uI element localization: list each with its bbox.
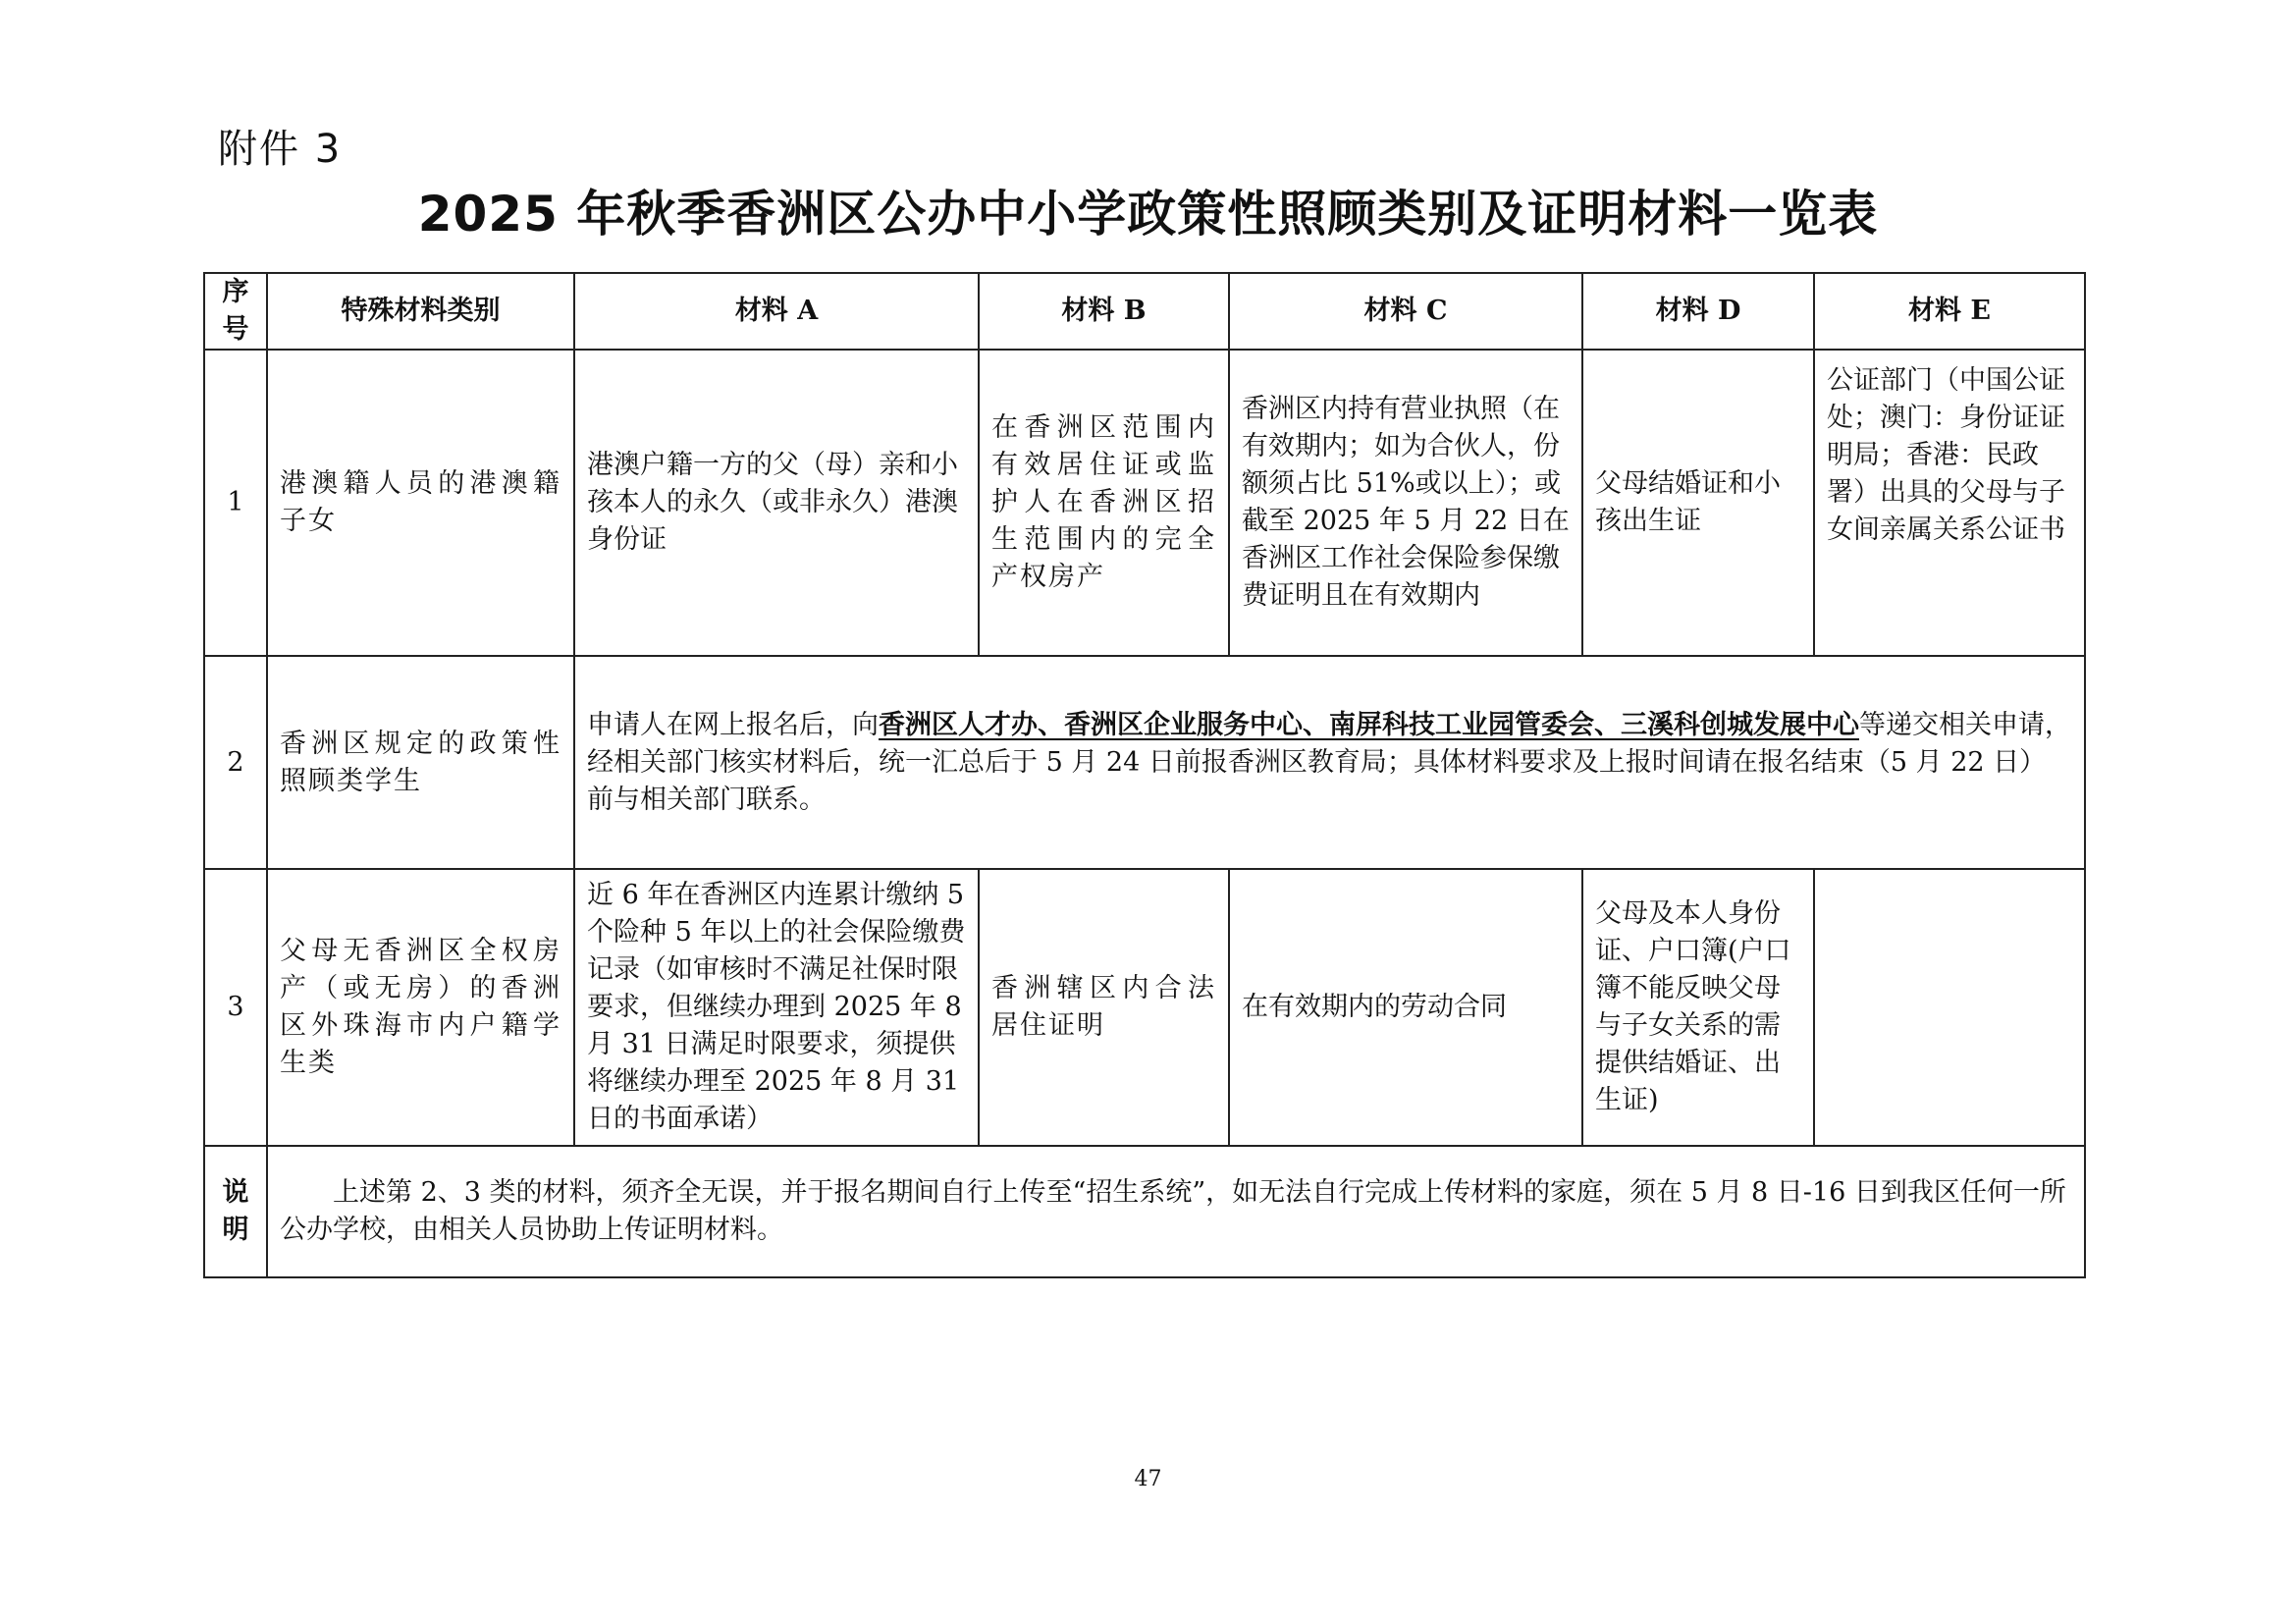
row2-materials bbox=[574, 656, 2085, 869]
row3-material-d: 父母及本人身份证、户口簿(户口簿不能反映父母与子女关系的需提供结婚证、出生证) bbox=[1582, 869, 1814, 1146]
header-seq: 序号 bbox=[204, 273, 267, 350]
row2-text-before: 申请人在网上报名后，向 bbox=[587, 709, 879, 740]
table-row-1 bbox=[204, 350, 2085, 656]
header-material-d: 材料 D bbox=[1582, 273, 1814, 350]
page-number: 47 bbox=[1134, 1467, 1162, 1491]
row1-material-e: 公证部门（中国公证处；澳门：身份证证明局；香港：民政署）出具的父母与子女间亲属关系公证书 bbox=[1814, 350, 2085, 656]
row2-seq: 2 bbox=[204, 656, 267, 869]
page-title: 2025 年秋季香洲区公办中小学政策性照顾类别及证明材料一览表 bbox=[417, 186, 1879, 243]
row1-category: 港澳籍人员的港澳籍子女 bbox=[267, 350, 574, 656]
row3-material-e bbox=[1814, 869, 2085, 1146]
header-material-a: 材料 A bbox=[574, 273, 979, 350]
row1-material-a: 港澳户籍一方的父（母）亲和小孩本人的永久（或非永久）港澳身份证 bbox=[574, 350, 979, 656]
row3-material-c: 在有效期内的劳动合同 bbox=[1229, 869, 1582, 1146]
row1-material-d: 父母结婚证和小孩出生证 bbox=[1582, 350, 1814, 656]
row2-text-after: 等递交相关申请，经相关部门核实材料后，统一汇总后于 5 月 24 日前报香洲区教育局；具体材料要求及上报时间请在报名结束（5 月 22 日）前与相关部门联系。 bbox=[587, 709, 2071, 815]
header-material-e: 材料 E bbox=[1814, 273, 2085, 350]
row1-material-c: 香洲区内持有营业执照（在有效期内；如为合伙人，份额须占比 51%或以上）；或截至 2025 年 5 月 22 日在香洲区工作社会保险参保缴费证明且在有效期内 bbox=[1229, 350, 1582, 656]
policy-table bbox=[203, 272, 2086, 1278]
row3-material-a: 近 6 年在香洲区内连累计缴纳 5 个险种 5 年以上的社会保险缴费记录（如审核时不满足社保时限要求，但继续办理到 2025 年 8 月 31 日满足时限要求，须提供将继续办理至 2025 年 8 月 31 日的书面承诺） bbox=[574, 869, 979, 1146]
header-material-c: 材料 C bbox=[1229, 273, 1582, 350]
row2-departments: 香洲区人才办、香洲区企业服务中心、南屏科技工业园管委会、三溪科创城发展中心 bbox=[879, 709, 1859, 740]
table-header-row bbox=[204, 273, 2085, 350]
note-text: 上述第 2、3 类的材料，须齐全无误，并于报名期间自行上传至“招生系统”，如无法自行完成上传材料的家庭，须在 5 月 8 日-16 日到我区任何一所公办学校，由相关人员协助上传证明材料。 bbox=[267, 1146, 2085, 1277]
note-label: 说明 bbox=[204, 1146, 267, 1277]
row3-seq: 3 bbox=[204, 869, 267, 1146]
row1-seq: 1 bbox=[204, 350, 267, 656]
table-row-2 bbox=[204, 656, 2085, 869]
row3-category: 父母无香洲区全权房产（或无房）的香洲区外珠海市内户籍学生类 bbox=[267, 869, 574, 1146]
row2-category: 香洲区规定的政策性照顾类学生 bbox=[267, 656, 574, 869]
row1-material-b: 在香洲区范围内有效居住证或监护人在香洲区招生范围内的完全产权房产 bbox=[979, 350, 1229, 656]
table-note-row bbox=[204, 1146, 2085, 1277]
header-category: 特殊材料类别 bbox=[267, 273, 574, 350]
table-row-3 bbox=[204, 869, 2085, 1146]
row3-material-b: 香洲辖区内合法居住证明 bbox=[979, 869, 1229, 1146]
attachment-label: 附件 3 bbox=[218, 127, 343, 172]
header-material-b: 材料 B bbox=[979, 273, 1229, 350]
